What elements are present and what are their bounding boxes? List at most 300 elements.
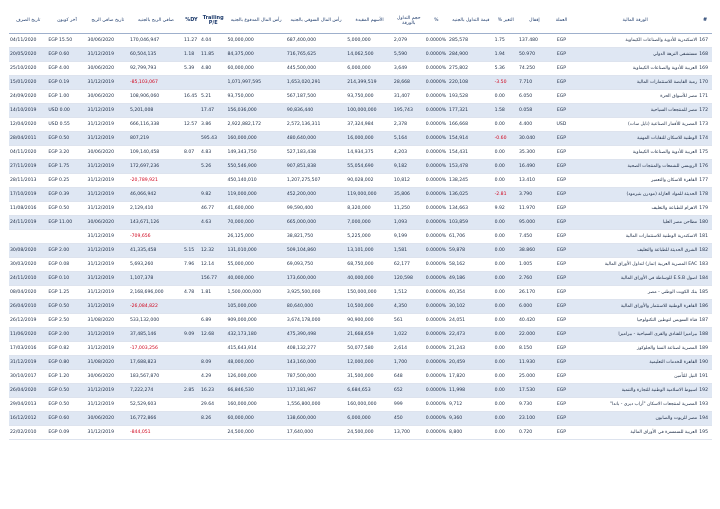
cell-listed-shares: 8,320,000 (346, 202, 393, 216)
table-row[interactable] (9, 384, 712, 398)
cell-traded-value: 40,354 (448, 286, 494, 300)
cell-payout-date: 24/11/2010 (9, 272, 47, 286)
cell-net-profit-date: 31/12/2019 (87, 48, 129, 62)
cell-traded-value: 21,243 (448, 342, 494, 356)
cell-paid-in-capital: 119,000,000 (226, 188, 285, 202)
cell-security-name: بيراميزا للفنادق والقرى السياحية - بيراميزا (572, 328, 698, 342)
cell-payout-date: 27/11/2019 (9, 160, 47, 174)
cell-security-name: رمبة القابضة للاستثمارات المالية (572, 76, 698, 90)
cell-percent-share: 0.0000% (425, 370, 448, 384)
table-row[interactable] (9, 76, 712, 90)
cell-percent-share: 0.0000% (425, 230, 448, 244)
cell-net-profit: 46,066,942 (129, 188, 183, 202)
cell-close-price: 137.480 (518, 34, 551, 48)
cell-security-name: الوطنية للاسكان للنقابات المهنية (572, 132, 698, 146)
cell-paid-in-capital: 909,000,000 (226, 314, 285, 328)
cell-close-price: 50.970 (518, 48, 551, 62)
cell-row-number: 185 (698, 286, 712, 300)
table-row[interactable] (9, 216, 712, 230)
cell-traded-value: 30,102 (448, 300, 494, 314)
cell-change-percent: 0.00 (494, 356, 518, 370)
cell-last-coupon: EGP 0.60 (47, 48, 86, 62)
cell-net-profit: 143,671,126 (129, 216, 183, 230)
cell-currency: EGP (551, 286, 572, 300)
cell-security-name: قناة السويس لتوطين التكنولوجيا (572, 314, 698, 328)
cell-payout-date: 17/10/2019 (9, 188, 47, 202)
cell-trailing-pe: 9.82 (200, 188, 227, 202)
cell-traded-volume: 1,512 (393, 286, 425, 300)
cell-dividend-yield (183, 412, 200, 426)
cell-net-profit-date: 30/06/2020 (87, 146, 129, 160)
cell-last-coupon: USD 0.55 (47, 118, 86, 132)
cell-net-profit-date: 31/12/2019 (87, 426, 129, 440)
cell-market-cap: 1,556,800,000 (286, 398, 346, 412)
cell-traded-value: 153,478 (448, 160, 494, 174)
cell-change-percent: 9.92 (494, 202, 518, 216)
cell-market-cap: 90,836,440 (286, 104, 346, 118)
cell-traded-volume: 4,203 (393, 146, 425, 160)
cell-dividend-yield: 4.78 (183, 286, 200, 300)
cell-net-profit-date: 31/08/2020 (87, 356, 129, 370)
cell-row-number: 170 (698, 76, 712, 90)
column-header-market-cap: رأس المال السوقي بالجنيه (286, 9, 346, 34)
cell-trailing-pe: 5.21 (200, 90, 227, 104)
cell-close-price: 2.760 (518, 272, 551, 286)
cell-security-name: EAC المصرية العربية (ثمار) لتداول الأوراق المالية (572, 258, 698, 272)
cell-dividend-yield (183, 174, 200, 188)
cell-row-number: 186 (698, 300, 712, 314)
cell-payout-date: 11/08/2016 (9, 202, 47, 216)
cell-net-profit: 170,046,947 (129, 34, 183, 48)
table-row[interactable] (9, 328, 712, 342)
cell-dividend-yield (183, 272, 200, 286)
cell-market-cap: 452,200,000 (286, 188, 346, 202)
cell-net-profit: 807,219 (129, 132, 183, 146)
cell-last-coupon: EGP 0.50 (47, 132, 86, 146)
table-row[interactable] (9, 426, 712, 440)
cell-close-price: 17.530 (518, 384, 551, 398)
column-header-traded-volume: حجم التداول بالورقة (393, 9, 425, 34)
cell-market-cap: 69,093,750 (286, 258, 346, 272)
cell-dividend-yield: 12.57 (183, 118, 200, 132)
table-row[interactable] (9, 48, 712, 62)
cell-net-profit: 17,688,823 (129, 356, 183, 370)
cell-trailing-pe (200, 230, 227, 244)
cell-row-number: 183 (698, 258, 712, 272)
cell-change-percent: 0.00 (494, 272, 518, 286)
cell-security-name: المصرية لمنتجعات الاسكان "أراب ديري - باندا" (572, 398, 698, 412)
table-row[interactable] (9, 258, 712, 272)
cell-market-cap: 480,640,000 (286, 132, 346, 146)
cell-traded-volume: 35,806 (393, 188, 425, 202)
table-row[interactable] (9, 160, 712, 174)
cell-net-profit: -17,003,256 (129, 342, 183, 356)
cell-net-profit-date: 31/12/2019 (87, 118, 129, 132)
cell-payout-date: 28/04/2011 (9, 132, 47, 146)
cell-security-name: النيل للتأمين (572, 370, 698, 384)
cell-dividend-yield: 7.96 (183, 258, 200, 272)
column-header-security-name: الورقة المالية (572, 9, 698, 34)
cell-net-profit-date: 31/12/2019 (87, 188, 129, 202)
column-header-currency: العملة (551, 9, 572, 34)
cell-payout-date: 11/06/2020 (9, 328, 47, 342)
cell-paid-in-capital: 415,643,914 (226, 342, 285, 356)
cell-row-number: 175 (698, 146, 712, 160)
cell-listed-shares: 5,225,000 (346, 230, 393, 244)
cell-security-name: مستشفى النزهة الدولي (572, 48, 698, 62)
cell-traded-value: 285,578 (448, 34, 494, 48)
column-header-net-profit-date: تاريخ صافي الربح (87, 9, 129, 34)
cell-close-price: 7.450 (518, 230, 551, 244)
cell-row-number: 169 (698, 62, 712, 76)
cell-market-cap: 138,600,000 (286, 412, 346, 426)
cell-dividend-yield (183, 342, 200, 356)
cell-last-coupon: EGP 0.08 (47, 258, 86, 272)
cell-net-profit-date: 31/08/2020 (87, 314, 129, 328)
cell-payout-date: 16/12/2012 (9, 412, 47, 426)
cell-security-name: العربية للأدوية والصناعات الكيماوية (572, 146, 698, 160)
cell-last-coupon: EGP 0.60 (47, 412, 86, 426)
cell-traded-value: 9,712 (448, 398, 494, 412)
cell-last-coupon: EGP 0.50 (47, 300, 86, 314)
cell-net-profit-date: 31/12/2019 (87, 132, 129, 146)
cell-close-price: 0.058 (518, 104, 551, 118)
cell-trailing-pe: 4.80 (200, 62, 227, 76)
table-row[interactable] (9, 174, 712, 188)
cell-change-percent: 0.00 (494, 90, 518, 104)
cell-security-name: العربية للسمسرة في الأوراق المالية (572, 426, 698, 440)
cell-close-price: 3.790 (518, 188, 551, 202)
cell-net-profit: 172,697,236 (129, 160, 183, 174)
cell-net-profit: 533,132,000 (129, 314, 183, 328)
table-row[interactable] (9, 104, 712, 118)
cell-row-number: 182 (698, 244, 712, 258)
cell-payout-date: 14/10/2019 (9, 104, 47, 118)
cell-percent-share: 0.0000% (425, 412, 448, 426)
cell-trailing-pe: 4.63 (200, 216, 227, 230)
cell-change-percent: 0.00 (494, 118, 518, 132)
cell-traded-volume: 9,199 (393, 230, 425, 244)
cell-trailing-pe (200, 300, 227, 314)
cell-row-number: 190 (698, 356, 712, 370)
cell-security-name: مصر للمنتجعات السياحية (572, 104, 698, 118)
cell-traded-volume: 1,022 (393, 328, 425, 342)
cell-listed-shares: 14,062,500 (346, 48, 393, 62)
cell-change-percent: 0.00 (494, 230, 518, 244)
table-row[interactable] (9, 356, 712, 370)
cell-market-cap: 445,500,000 (286, 62, 346, 76)
cell-payout-date: 25/10/2020 (9, 62, 47, 76)
cell-last-coupon: EGP 0.82 (47, 342, 86, 356)
cell-last-coupon: EGP 15.50 (47, 34, 86, 48)
cell-payout-date: 24/11/2019 (9, 216, 47, 230)
cell-last-coupon: EGP 2.00 (47, 328, 86, 342)
cell-security-name: اصول E.S.B للوساطة في الأوراق المالية (572, 272, 698, 286)
cell-percent-share: 0.0000% (425, 76, 448, 90)
cell-paid-in-capital: 84,375,000 (226, 48, 285, 62)
cell-last-coupon: EGP 0.09 (47, 426, 86, 440)
cell-net-profit-date: 30/06/2020 (87, 62, 129, 76)
cell-trailing-pe: 4.29 (200, 370, 227, 384)
cell-paid-in-capital: 450,140,010 (226, 174, 285, 188)
cell-listed-shares: 90,900,000 (346, 314, 393, 328)
cell-row-number: 173 (698, 118, 712, 132)
cell-last-coupon: EGP 2.00 (47, 244, 86, 258)
cell-percent-share: 0.0000% (425, 104, 448, 118)
table-row[interactable] (9, 118, 712, 132)
cell-percent-share: 0.0000% (425, 300, 448, 314)
cell-change-percent: 0.00 (494, 398, 518, 412)
cell-trailing-pe: 46.77 (200, 202, 227, 216)
cell-payout-date: 26/04/2010 (9, 300, 47, 314)
cell-traded-value: 58,162 (448, 258, 494, 272)
cell-traded-volume: 999 (393, 398, 425, 412)
column-header-trailing-pe: Trailing P/E (200, 9, 227, 34)
cell-dividend-yield (183, 202, 200, 216)
table-row[interactable] (9, 272, 712, 286)
cell-currency: EGP (551, 244, 572, 258)
cell-net-profit-date: 31/12/2019 (87, 244, 129, 258)
table-row[interactable] (9, 398, 712, 412)
cell-row-number: 184 (698, 272, 712, 286)
cell-net-profit-date: 30/06/2020 (87, 90, 129, 104)
cell-row-number: 174 (698, 132, 712, 146)
cell-net-profit-date: 31/12/2019 (87, 328, 129, 342)
cell-payout-date: 22/02/2010 (9, 426, 47, 440)
cell-currency: EGP (551, 370, 572, 384)
column-header-row-number: # (698, 9, 712, 34)
cell-net-profit-date: 31/12/2019 (87, 160, 129, 174)
cell-traded-volume: 5,590 (393, 48, 425, 62)
cell-net-profit: -26,084,822 (129, 300, 183, 314)
cell-percent-share: 0.0000% (425, 202, 448, 216)
cell-close-price: 1.005 (518, 258, 551, 272)
table-row[interactable] (9, 202, 712, 216)
cell-dividend-yield: 2.85 (183, 384, 200, 398)
cell-change-percent: 0.00 (494, 370, 518, 384)
table-row[interactable] (9, 34, 712, 48)
cell-listed-shares: 21,668,659 (346, 328, 393, 342)
cell-trailing-pe (200, 426, 227, 440)
cell-last-coupon: EGP 1.20 (47, 370, 86, 384)
cell-market-cap: 17,640,000 (286, 426, 346, 440)
cell-currency: EGP (551, 328, 572, 342)
cell-payout-date: 04/11/2020 (9, 34, 47, 48)
cell-last-coupon: EGP 0.19 (47, 76, 86, 90)
cell-security-name: مطاحن مصر العليا (572, 216, 698, 230)
table-row[interactable] (9, 370, 712, 384)
cell-net-profit: -20,789,921 (129, 174, 183, 188)
cell-payout-date: 24/09/2020 (9, 90, 47, 104)
table-row[interactable] (9, 132, 712, 146)
cell-dividend-yield (183, 230, 200, 244)
cell-trailing-pe: 16.23 (200, 384, 227, 398)
cell-traded-volume: 2,614 (393, 342, 425, 356)
cell-listed-shares: 14,934,375 (346, 146, 393, 160)
table-row[interactable] (9, 230, 712, 244)
table-row[interactable] (9, 90, 712, 104)
cell-market-cap: 143,160,000 (286, 356, 346, 370)
cell-close-price: 0.720 (518, 426, 551, 440)
table-row[interactable] (9, 286, 712, 300)
cell-change-percent: 0.00 (494, 216, 518, 230)
cell-paid-in-capital: 60,000,000 (226, 412, 285, 426)
cell-market-cap: 716,765,625 (286, 48, 346, 62)
cell-market-cap: 38,821,750 (286, 230, 346, 244)
cell-change-percent: 0.00 (494, 412, 518, 426)
cell-traded-volume: 31,407 (393, 90, 425, 104)
cell-change-percent: 0.00 (494, 174, 518, 188)
cell-last-coupon (47, 230, 86, 244)
cell-traded-value: 220,108 (448, 76, 494, 90)
cell-security-name: الشرق الحديثة للطباعة والتغليف (572, 244, 698, 258)
table-row[interactable] (9, 300, 712, 314)
cell-currency: EGP (551, 356, 572, 370)
cell-net-profit-date: 30/06/2020 (87, 216, 129, 230)
cell-listed-shares: 150,000,000 (346, 286, 393, 300)
cell-row-number: 191 (698, 370, 712, 384)
cell-dividend-yield (183, 160, 200, 174)
cell-payout-date: 20/05/2020 (9, 48, 47, 62)
cell-currency: EGP (551, 216, 572, 230)
cell-security-name: المصرية لصناعة النشا والجلوكوز (572, 342, 698, 356)
cell-net-profit: 183,567,870 (129, 370, 183, 384)
cell-change-percent: 0.00 (494, 300, 518, 314)
cell-security-name: القاهرة للخدمات التعليمية (572, 356, 698, 370)
cell-trailing-pe: 4.83 (200, 146, 227, 160)
cell-percent-share: 0.0000% (425, 146, 448, 160)
table-row[interactable] (9, 188, 712, 202)
cell-trailing-pe: 595.43 (200, 132, 227, 146)
cell-change-percent: 0.00 (494, 160, 518, 174)
cell-traded-value: 136,025 (448, 188, 494, 202)
cell-traded-value: 22,473 (448, 328, 494, 342)
cell-dividend-yield (183, 370, 200, 384)
cell-traded-volume: 120,598 (393, 272, 425, 286)
cell-row-number: 180 (698, 216, 712, 230)
column-header-payout-date: تاريخ الصرف (9, 9, 47, 34)
cell-traded-value: 61,706 (448, 230, 494, 244)
column-header-net-profit: صافي الربح بالجنيه (129, 9, 183, 34)
cell-security-name: الاسكندرية الوطنية للاستثمارات المالية (572, 230, 698, 244)
cell-row-number: 187 (698, 314, 712, 328)
cell-row-number: 193 (698, 398, 712, 412)
table-row[interactable] (9, 146, 712, 160)
cell-market-cap: 3,925,500,000 (286, 286, 346, 300)
cell-change-percent: 0.00 (494, 258, 518, 272)
cell-net-profit-date: 31/12/2019 (87, 76, 129, 90)
cell-close-price: 38.860 (518, 244, 551, 258)
cell-dividend-yield (183, 188, 200, 202)
cell-payout-date: 26/12/2019 (9, 314, 47, 328)
cell-listed-shares: 13,101,000 (346, 244, 393, 258)
cell-paid-in-capital: 160,000,000 (226, 132, 285, 146)
table-header (9, 9, 712, 34)
column-header-change-percent: التغير % (494, 9, 518, 34)
cell-change-percent: -0.60 (494, 132, 518, 146)
cell-close-price: 25.000 (518, 370, 551, 384)
cell-currency: EGP (551, 398, 572, 412)
table-row[interactable] (9, 314, 712, 328)
cell-market-cap: 787,500,000 (286, 370, 346, 384)
cell-traded-value: 284,900 (448, 48, 494, 62)
cell-dividend-yield: 1.18 (183, 48, 200, 62)
cell-change-percent: 0.00 (494, 342, 518, 356)
cell-currency: EGP (551, 384, 572, 398)
cell-paid-in-capital: 66,846,530 (226, 384, 285, 398)
cell-traded-volume: 10,812 (393, 174, 425, 188)
cell-row-number: 171 (698, 90, 712, 104)
cell-close-price: 95.000 (518, 216, 551, 230)
cell-change-percent: 1.94 (494, 48, 518, 62)
cell-security-name: مصر للزيوت والصابون (572, 412, 698, 426)
column-header-close-price: إقفال (518, 9, 551, 34)
cell-change-percent: 0.00 (494, 328, 518, 342)
cell-dividend-yield: 9.09 (183, 328, 200, 342)
cell-payout-date: 30/10/2017 (9, 370, 47, 384)
cell-listed-shares: 6,000,000 (346, 62, 393, 76)
cell-market-cap: 99,590,400 (286, 202, 346, 216)
cell-row-number: 167 (698, 34, 712, 48)
cell-trailing-pe: 4.04 (200, 34, 227, 48)
cell-listed-shares: 214,399,519 (346, 76, 393, 90)
cell-last-coupon: EGP 0.10 (47, 272, 86, 286)
cell-paid-in-capital: 126,000,000 (226, 370, 285, 384)
cell-currency: EGP (551, 188, 572, 202)
table-row[interactable] (9, 412, 712, 426)
cell-close-price: 74.250 (518, 62, 551, 76)
cell-last-coupon: EGP 0.25 (47, 174, 86, 188)
cell-net-profit: 52,529,603 (129, 398, 183, 412)
cell-change-percent: 0.00 (494, 314, 518, 328)
cell-listed-shares: 24,500,000 (346, 426, 393, 440)
cell-dividend-yield: 5.15 (183, 244, 200, 258)
cell-last-coupon: EGP 1.00 (47, 90, 86, 104)
cell-change-percent: 0.00 (494, 426, 518, 440)
cell-percent-share: 0.0000% (425, 258, 448, 272)
cell-trailing-pe: 17.47 (200, 104, 227, 118)
cell-listed-shares: 68,750,000 (346, 258, 393, 272)
cell-trailing-pe (200, 76, 227, 90)
cell-traded-volume: 450 (393, 412, 425, 426)
cell-row-number: 189 (698, 342, 712, 356)
cell-last-coupon: EGP 1.25 (47, 286, 86, 300)
cell-traded-volume: 1,700 (393, 356, 425, 370)
cell-payout-date: 15/01/2020 (9, 76, 47, 90)
table-row[interactable] (9, 342, 712, 356)
cell-trailing-pe: 12.68 (200, 328, 227, 342)
cell-change-percent: -3.50 (494, 76, 518, 90)
cell-row-number: 179 (698, 202, 712, 216)
cell-market-cap: 173,600,000 (286, 272, 346, 286)
cell-market-cap: 3,674,178,000 (286, 314, 346, 328)
cell-security-name: الحديثة للمواد العازلة (مودرن بتيرمود) (572, 188, 698, 202)
cell-net-profit-date: 31/12/2019 (87, 286, 129, 300)
cell-currency: USD (551, 118, 572, 132)
cell-percent-share: 0.0000% (425, 34, 448, 48)
table-body (9, 34, 712, 440)
table-row[interactable] (9, 62, 712, 76)
cell-listed-shares: 12,000,000 (346, 356, 393, 370)
cell-dividend-yield (183, 132, 200, 146)
table-row[interactable] (9, 244, 712, 258)
cell-close-price: 40.420 (518, 314, 551, 328)
cell-percent-share: 0.0000% (425, 188, 448, 202)
cell-trailing-pe (200, 174, 227, 188)
cell-security-name: القاهرة الوطنية للاستثمار والأوراق المالية (572, 300, 698, 314)
cell-percent-share: 0.0000% (425, 328, 448, 342)
cell-paid-in-capital: 160,000,000 (226, 398, 285, 412)
